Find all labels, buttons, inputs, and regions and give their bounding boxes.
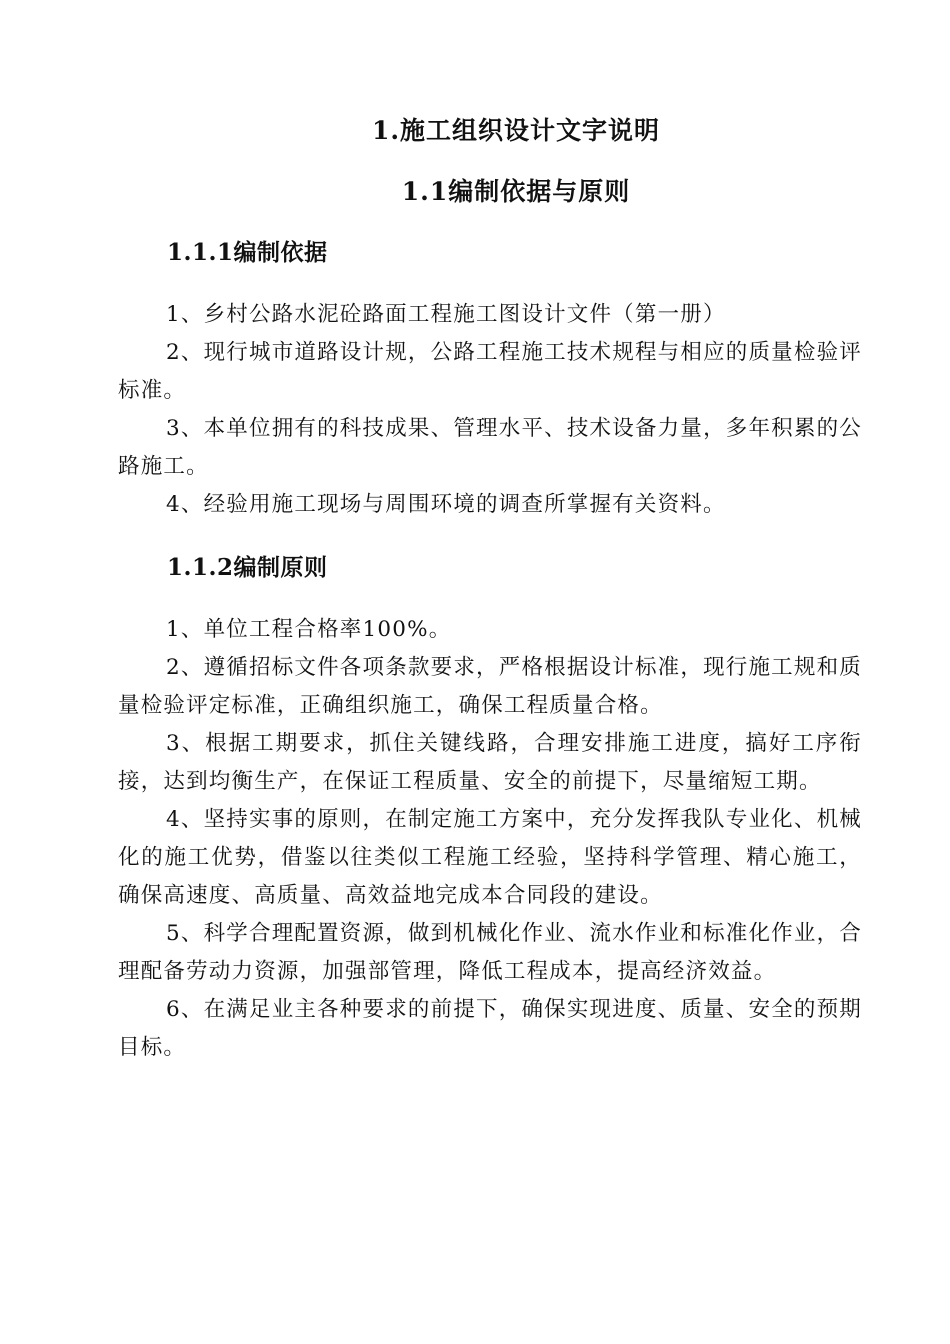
- basis-list: [118, 296, 862, 524]
- list-item: 4、坚持实事的原则，在制定施工方案中，充分发挥我队专业化、机械化的施工优势，借鉴以往类似工程施工经验，坚持科学管理、精心施工，确保高速度、高质量、高效益地完成本合同段的建设。: [118, 807, 862, 908]
- list-item: 4、经验用施工现场与周围环境的调查所掌握有关资料。: [166, 492, 726, 517]
- list-item: 3、根据工期要求，抓住关键线路，合理安排施工进度，搞好工序衔接，达到均衡生产，在保证工程质量、安全的前提下，尽量缩短工期。: [118, 731, 862, 794]
- subsection-heading-principles: 1.1.2编制原则: [167, 554, 328, 581]
- list-item: 5、科学合理配置资源，做到机械化作业、流水作业和标准化作业，合理配备劳动力资源，加强部管理，降低工程成本，提高经济效益。: [118, 921, 862, 984]
- list-item: 6、在满足业主各种要求的前提下，确保实现进度、质量、安全的预期目标。: [118, 997, 862, 1060]
- section-title: 1.1编制依据与原则: [401, 177, 631, 206]
- list-item: 2、现行城市道路设计规，公路工程施工技术规程与相应的质量检验评标准。: [118, 340, 862, 403]
- principles-list: [118, 611, 862, 1067]
- list-item: 1、乡村公路水泥砼路面工程施工图设计文件（第一册）: [166, 302, 726, 327]
- document-title: 1.施工组织设计文字说明: [371, 116, 661, 145]
- subsection-heading-basis: 1.1.1编制依据: [167, 239, 328, 266]
- list-item: 1、单位工程合格率100%。: [166, 617, 452, 642]
- list-item: 2、遵循招标文件各项条款要求，严格根据设计标准，现行施工规和质量检验评定标准，正确组织施工，确保工程质量合格。: [118, 655, 862, 718]
- list-item: 3、本单位拥有的科技成果、管理水平、技术设备力量，多年积累的公路施工。: [118, 416, 862, 479]
